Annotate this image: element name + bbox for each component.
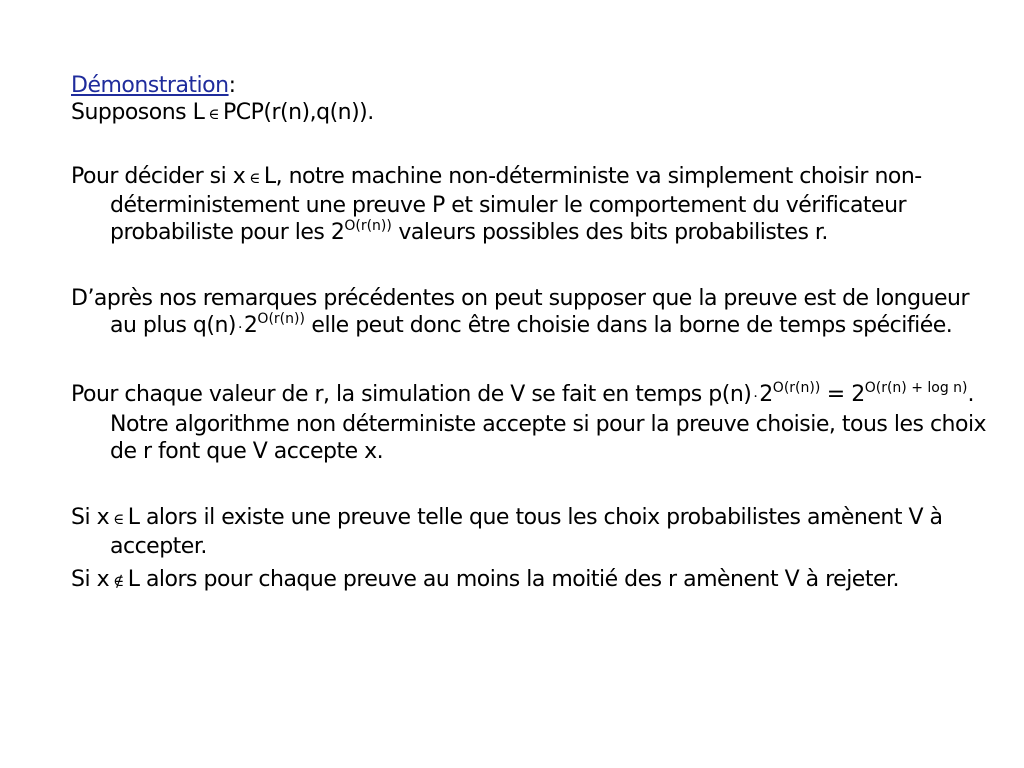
p2-superscript: O(r(n)) [257, 311, 305, 327]
element-of-symbol: ∈ [208, 105, 219, 123]
assumption-line [71, 99, 991, 128]
p1-superscript: O(r(n)) [344, 218, 392, 234]
paragraph-simulation [71, 381, 991, 465]
element-of-symbol: ∈ [249, 169, 260, 187]
p2-text-b: 2 [243, 313, 258, 338]
element-of-symbol: ∈ [113, 510, 124, 528]
p3-text-d: . Notre algorithme non déterministe accepte si pour la preuve choisie, tous les choix de r font que V accepte x. [110, 382, 987, 464]
p5-text-a: Si x [71, 567, 110, 592]
assumption-text-b: PCP(r(n),q(n)). [222, 100, 374, 125]
p1-text-b: L, notre machine non-déterministe va simplement choisir non-déterministement une preuve P et simuler le comportement du vérificateur probabiliste pour les 2 [110, 164, 922, 245]
p5-text-b: L alors pour chaque preuve au moins la moitié des r amènent V à rejeter. [127, 567, 900, 592]
p3-superscript-1: O(r(n)) [772, 380, 821, 396]
p4-text-b: L alors il existe une preuve telle que tous les choix probabilistes amènent V à accepter. [110, 505, 943, 559]
paragraph-remarks [71, 285, 991, 342]
p1-text-c: valeurs possibles des bits probabilistes r. [391, 220, 828, 245]
slide-content [71, 72, 991, 595]
p3-text-a: Pour chaque valeur de r, la simulation de V se fait en temps p(n) [71, 382, 752, 407]
paragraph-accept-case [71, 504, 991, 560]
p2-text-a: D’après nos remarques précédentes on peut supposer que la preuve est de longueur au plus q(n) [71, 286, 970, 338]
p3-text-c: = 2 [820, 382, 865, 407]
cdot-symbol: · [753, 389, 758, 405]
p4-text-a: Si x [71, 505, 110, 530]
cdot-symbol: · [237, 320, 242, 336]
p1-text-a: Pour décider si x [71, 164, 246, 189]
p2-text-c: elle peut donc être choisie dans la borne de temps spécifiée. [304, 313, 953, 338]
paragraph-reject-case [71, 566, 991, 595]
not-element-of-symbol: ∉ [113, 572, 124, 590]
title-colon: : [228, 73, 236, 98]
title-line [71, 72, 991, 99]
p3-text-b: 2 [759, 382, 773, 407]
paragraph-decide [71, 163, 991, 246]
demonstration-link[interactable]: Démonstration [71, 73, 229, 98]
assumption-text-a: Supposons L [71, 100, 205, 125]
p3-superscript-2: O(r(n) + log n) [864, 380, 968, 396]
